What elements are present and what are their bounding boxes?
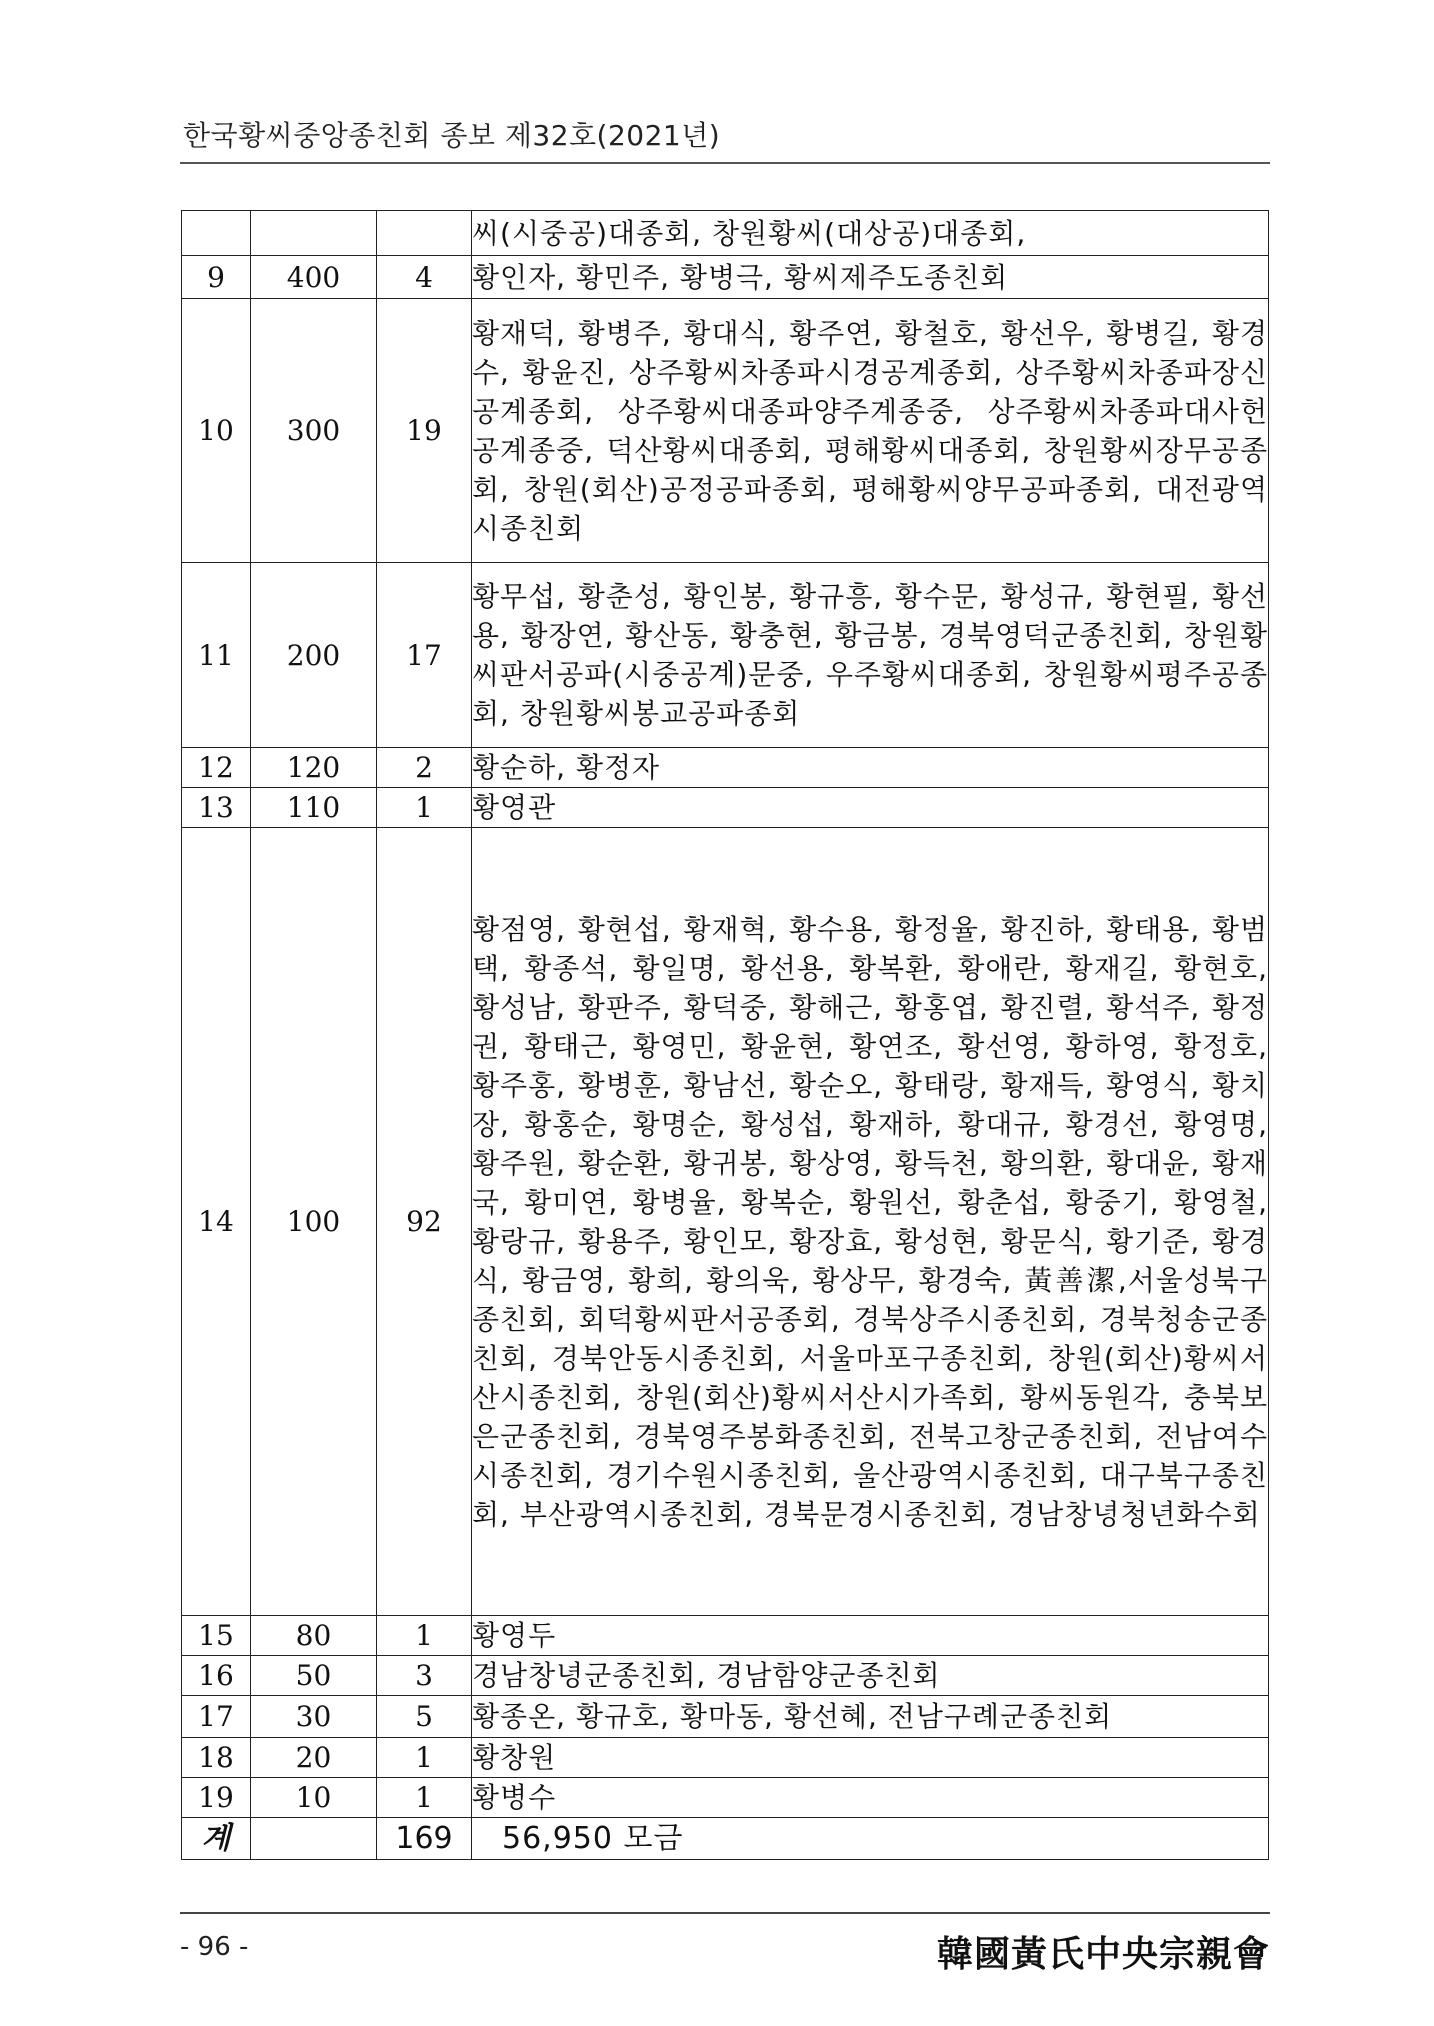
names-cell: 황점영, 황현섭, 황재혁, 황수용, 황정율, 황진하, 황태용, 황범택, 황종석, 황일명, 황선용, 황복환, 황애란, 황재길, 황현호, 황성남, 황판주, 황덕중, 황해근, 황홍엽, 황진렬, 황석주, 황정권, 황태근, 황영민, 황윤현, 황연조, 황선영, 황하영, 황정호, 황주홍, 황병훈, 황남선, 황순오, 황태랑, 황재득, 황영식, 황치장, 황홍순, 황명순, 황성섭, 황재하, 황대규, 황경선, 황영명, 황주원, 황순환, 황귀봉, 황상영, 황득천, 황의환, 황대윤, 황재국, 황미연, 황병율, 황복순, 황원선, 황춘섭, 황중기, 황영철, 황랑규, 황용주, 황인모, 황장효, 황성현, 황문식, 황기준, 황경식, 황금영, 황희, 황의욱, 황상무, 황경숙, 黃善潔,서울성북구종친회, 회덕황씨판서공종회, 경북상주시종친회, 경북청송군종친회, 경북안동시종친회, 서울마포구종친회, 창원(회산)황씨서산시종친회, 창원(회산)황씨서산시가족회, 황씨동원각, 충북보은군종친회, 경북영주봉화종친회, 전북고창군종친회, 전남여수시종친회, 경기수원시종친회, 울산광역시종친회, 대구북구종친회, 부산광역시종친회, 경북문경시종친회, 경남창녕청년화수회 (472, 828, 1269, 1616)
count-cell: 19 (377, 299, 472, 563)
amount-cell: 100 (251, 828, 377, 1616)
count-cell: 1 (377, 1778, 472, 1818)
header-rule (180, 162, 1270, 164)
amount-cell: 20 (251, 1738, 377, 1778)
running-head-title: 한국황씨중앙종친회 종보 제32호(2021년) (183, 119, 721, 152)
count-cell: 3 (377, 1656, 472, 1696)
amount-cell: 200 (251, 563, 377, 748)
rank-cell: 9 (182, 256, 251, 299)
rank-cell: 18 (182, 1738, 251, 1778)
total-label: 계 (182, 1818, 251, 1860)
rank-cell: 10 (182, 299, 251, 563)
organization-mark: 韓國黃氏中央宗親會 (936, 1933, 1270, 1975)
names-cell: 황인자, 황민주, 황병극, 황씨제주도종친회 (472, 256, 1269, 299)
total-summary: 56,950 모금 (472, 1818, 1269, 1860)
names-cell: 황병수 (472, 1778, 1269, 1818)
amount-cell: 400 (251, 256, 377, 299)
table-row (182, 1738, 1269, 1778)
rank-cell: 14 (182, 828, 251, 1616)
rank-cell: 12 (182, 748, 251, 788)
table-row (182, 1696, 1269, 1738)
names-cell: 황영두 (472, 1616, 1269, 1656)
names-cell: 황무섭, 황춘성, 황인봉, 황규흥, 황수문, 황성규, 황현필, 황선용, 황장연, 황산동, 황충현, 황금봉, 경북영덕군종친회, 창원황씨판서공파(시중공계)문중, 우주황씨대종회, 창원황씨평주공종회, 창원황씨봉교공파종회 (472, 563, 1269, 748)
amount-cell: 120 (251, 748, 377, 788)
count-cell: 4 (377, 256, 472, 299)
amount-cell (251, 211, 377, 256)
count-cell: 17 (377, 563, 472, 748)
table-row (182, 788, 1269, 828)
rank-cell: 16 (182, 1656, 251, 1696)
rank-cell: 17 (182, 1696, 251, 1738)
amount-cell: 30 (251, 1696, 377, 1738)
count-cell: 5 (377, 1696, 472, 1738)
rank-cell: 11 (182, 563, 251, 748)
total-row (182, 1818, 1269, 1860)
amount-cell: 110 (251, 788, 377, 828)
names-cell: 황창원 (472, 1738, 1269, 1778)
table-row (182, 211, 1269, 256)
table-row (182, 748, 1269, 788)
rank-cell: 15 (182, 1616, 251, 1656)
count-cell (377, 211, 472, 256)
table-row (182, 1778, 1269, 1818)
table-row (182, 1656, 1269, 1696)
count-cell: 92 (377, 828, 472, 1616)
amount-cell: 50 (251, 1656, 377, 1696)
table-row (182, 256, 1269, 299)
count-cell: 1 (377, 1616, 472, 1656)
names-cell: 황재덕, 황병주, 황대식, 황주연, 황철호, 황선우, 황병길, 황경수, 황윤진, 상주황씨차종파시경공계종회, 상주황씨차종파장신공계종회, 상주황씨대종파양주계종중, 상주황씨차종파대사헌공계종중, 덕산황씨대종회, 평해황씨대종회, 창원황씨장무공종회, 창원(회산)공정공파종회, 평해황씨양무공파종회, 대전광역시종친회 (472, 299, 1269, 563)
table-row (182, 299, 1269, 563)
rank-cell (182, 211, 251, 256)
table-row (182, 563, 1269, 748)
names-cell: 씨(시중공)대종회, 창원황씨(대상공)대종회, (472, 211, 1269, 256)
count-cell: 2 (377, 748, 472, 788)
total-amount-cell (251, 1818, 377, 1860)
amount-cell: 300 (251, 299, 377, 563)
page-number: - 96 - (180, 1932, 249, 1962)
total-count: 169 (377, 1818, 472, 1860)
count-cell: 1 (377, 1738, 472, 1778)
amount-cell: 10 (251, 1778, 377, 1818)
table-row (182, 1616, 1269, 1656)
contribution-table (181, 210, 1269, 1860)
names-cell: 황종온, 황규호, 황마동, 황선혜, 전남구례군종친회 (472, 1696, 1269, 1738)
names-cell: 황영관 (472, 788, 1269, 828)
amount-cell: 80 (251, 1616, 377, 1656)
rank-cell: 19 (182, 1778, 251, 1818)
count-cell: 1 (377, 788, 472, 828)
footer-rule (180, 1912, 1270, 1914)
names-cell: 경남창녕군종친회, 경남함양군종친회 (472, 1656, 1269, 1696)
table-row (182, 828, 1269, 1616)
names-cell: 황순하, 황정자 (472, 748, 1269, 788)
rank-cell: 13 (182, 788, 251, 828)
